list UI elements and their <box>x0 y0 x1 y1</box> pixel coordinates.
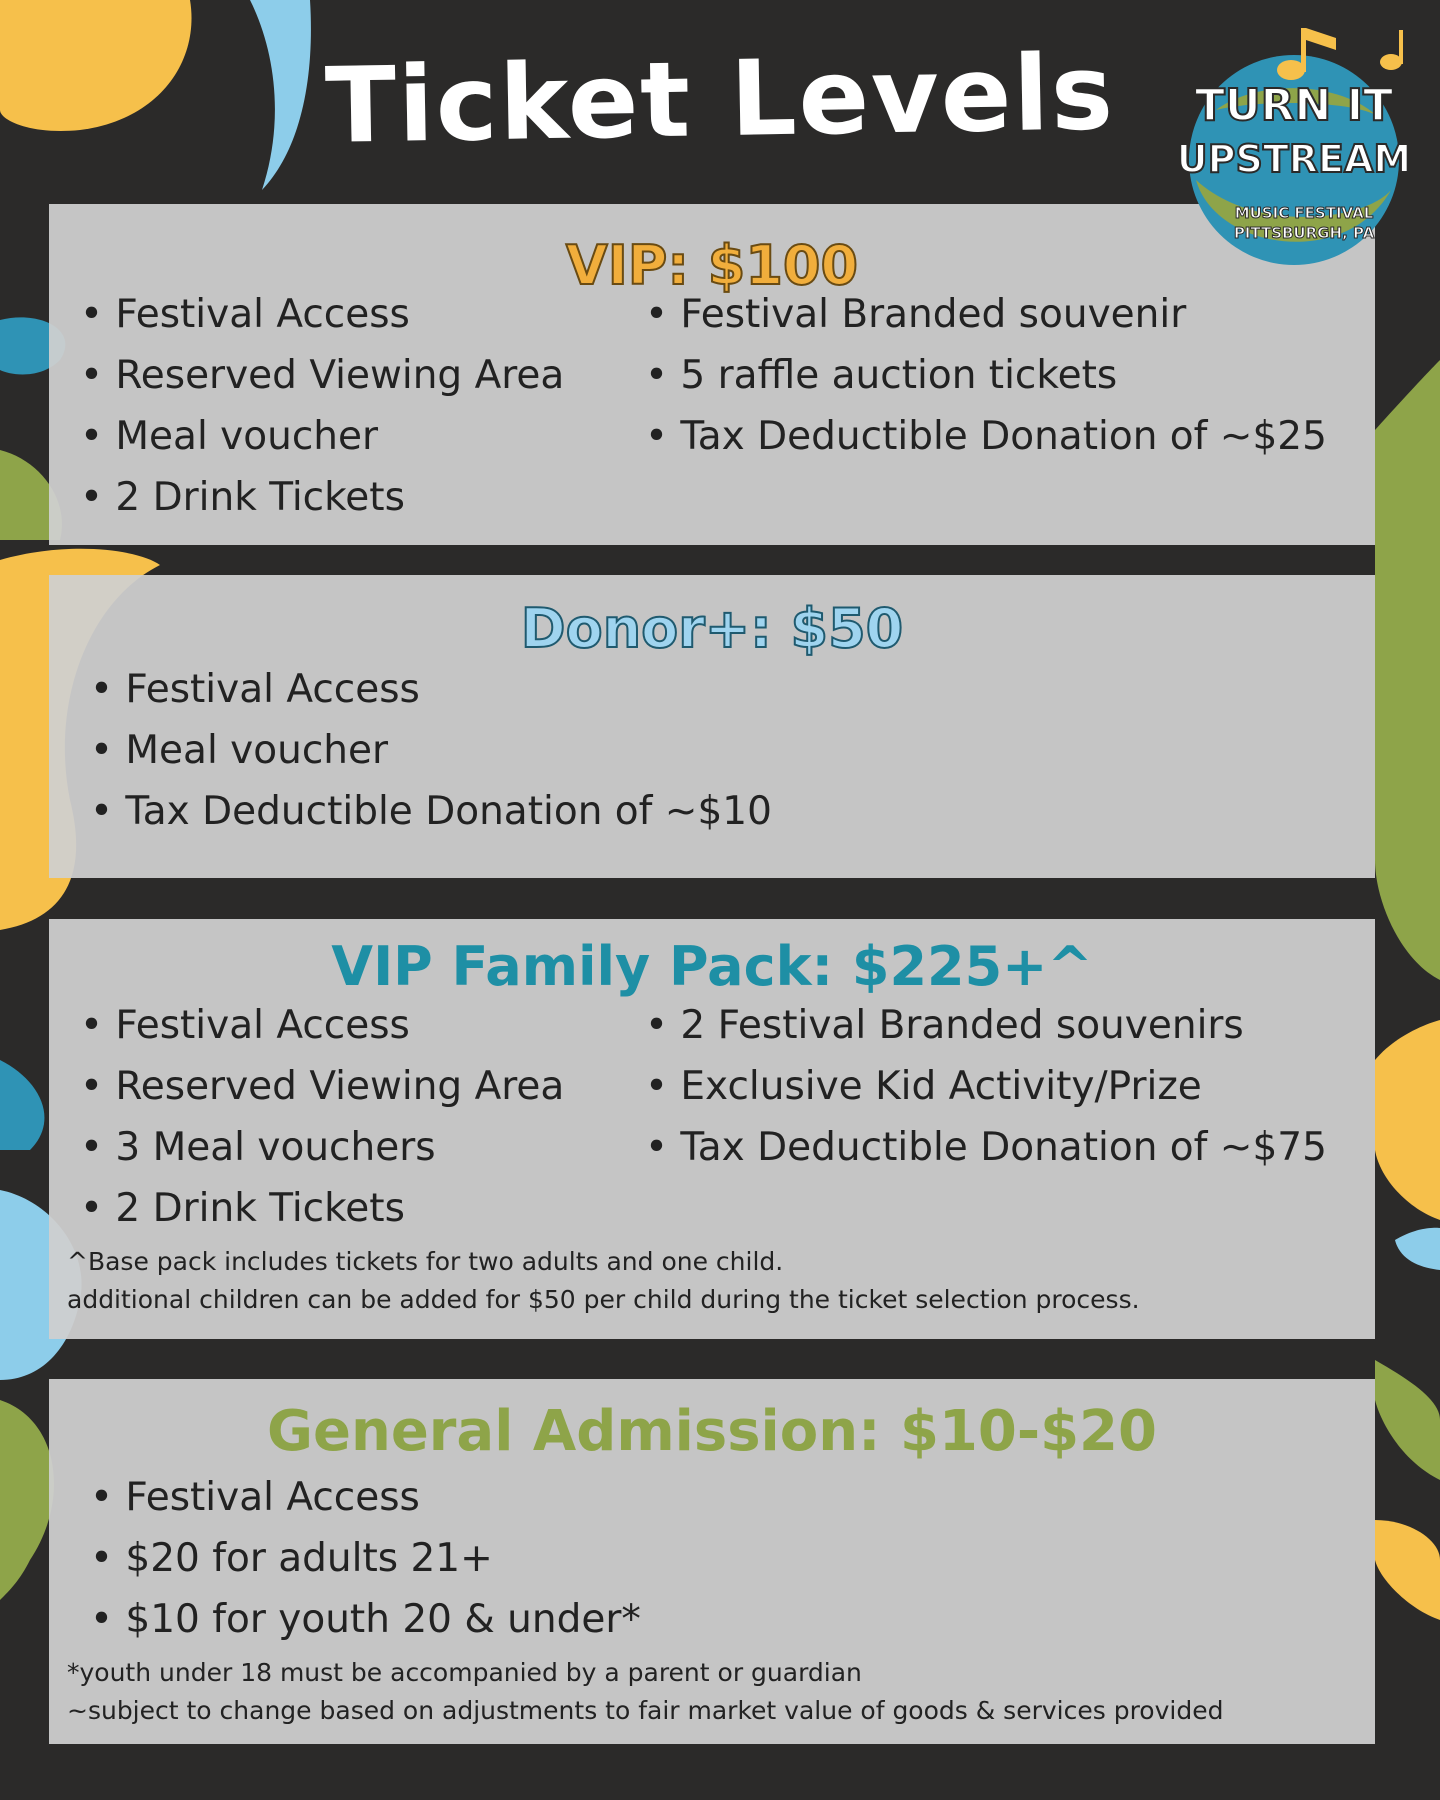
vip-title: VIP: $100 <box>565 234 859 297</box>
logo-line-4: PITTSBURGH, PA <box>1233 224 1375 242</box>
logo-line-2: UPSTREAM <box>1176 137 1412 181</box>
list-item: • Festival Access <box>80 284 564 345</box>
family-pack-title: VIP Family Pack: $225+^ <box>331 935 1093 998</box>
list-item: • Exclusive Kid Activity/Prize <box>645 1056 1327 1117</box>
list-item: • Festival Access <box>80 995 564 1056</box>
list-item: • Festival Access <box>90 1467 641 1528</box>
list-item: • $10 for youth 20 & under* <box>90 1589 641 1650</box>
general-admission-title: General Admission: $10-$20 <box>267 1399 1157 1464</box>
donor-card <box>49 575 1375 878</box>
list-item: • 5 raffle auction tickets <box>645 345 1327 406</box>
vip-benefits-right <box>645 284 1327 467</box>
list-item: • Reserved Viewing Area <box>80 345 564 406</box>
list-item: • 2 Festival Branded souvenirs <box>645 995 1327 1056</box>
list-item: • Festival Access <box>90 659 772 720</box>
list-item: • Meal voucher <box>80 406 564 467</box>
donor-benefits <box>90 659 772 842</box>
list-item: • 2 Drink Tickets <box>80 467 564 528</box>
list-item: • Meal voucher <box>90 720 772 781</box>
general-footnote-1: *youth under 18 must be accompanied by a parent or guardian <box>67 1658 862 1687</box>
family-footnote-2: additional children can be added for $50 per child during the ticket selection process. <box>67 1285 1140 1314</box>
donor-title: Donor+: $50 <box>520 597 904 660</box>
logo-line-3: MUSIC FESTIVAL <box>1234 204 1374 222</box>
list-item: • $20 for adults 21+ <box>90 1528 641 1589</box>
list-item: • Festival Branded souvenir <box>645 284 1327 345</box>
general-admission-benefits <box>90 1467 641 1650</box>
family-benefits-right <box>645 995 1327 1178</box>
festival-logo <box>1176 20 1412 270</box>
list-item: • Tax Deductible Donation of ~$25 <box>645 406 1327 467</box>
vip-benefits-left <box>80 284 564 528</box>
logo-line-1: TURN IT <box>1194 80 1394 131</box>
family-pack-card <box>49 919 1375 1339</box>
music-note-icon <box>1380 30 1403 70</box>
list-item: • Tax Deductible Donation of ~$75 <box>645 1117 1327 1178</box>
family-benefits-left <box>80 995 564 1239</box>
list-item: • 3 Meal vouchers <box>80 1117 564 1178</box>
general-admission-card <box>49 1379 1375 1744</box>
page-title: Ticket Levels <box>324 31 1116 167</box>
general-footnote-2: ~subject to change based on adjustments to fair market value of goods & services provided <box>67 1696 1224 1725</box>
list-item: • Reserved Viewing Area <box>80 1056 564 1117</box>
list-item: • 2 Drink Tickets <box>80 1178 564 1239</box>
family-footnote-1: ^Base pack includes tickets for two adults and one child. <box>67 1247 784 1276</box>
list-item: • Tax Deductible Donation of ~$10 <box>90 781 772 842</box>
